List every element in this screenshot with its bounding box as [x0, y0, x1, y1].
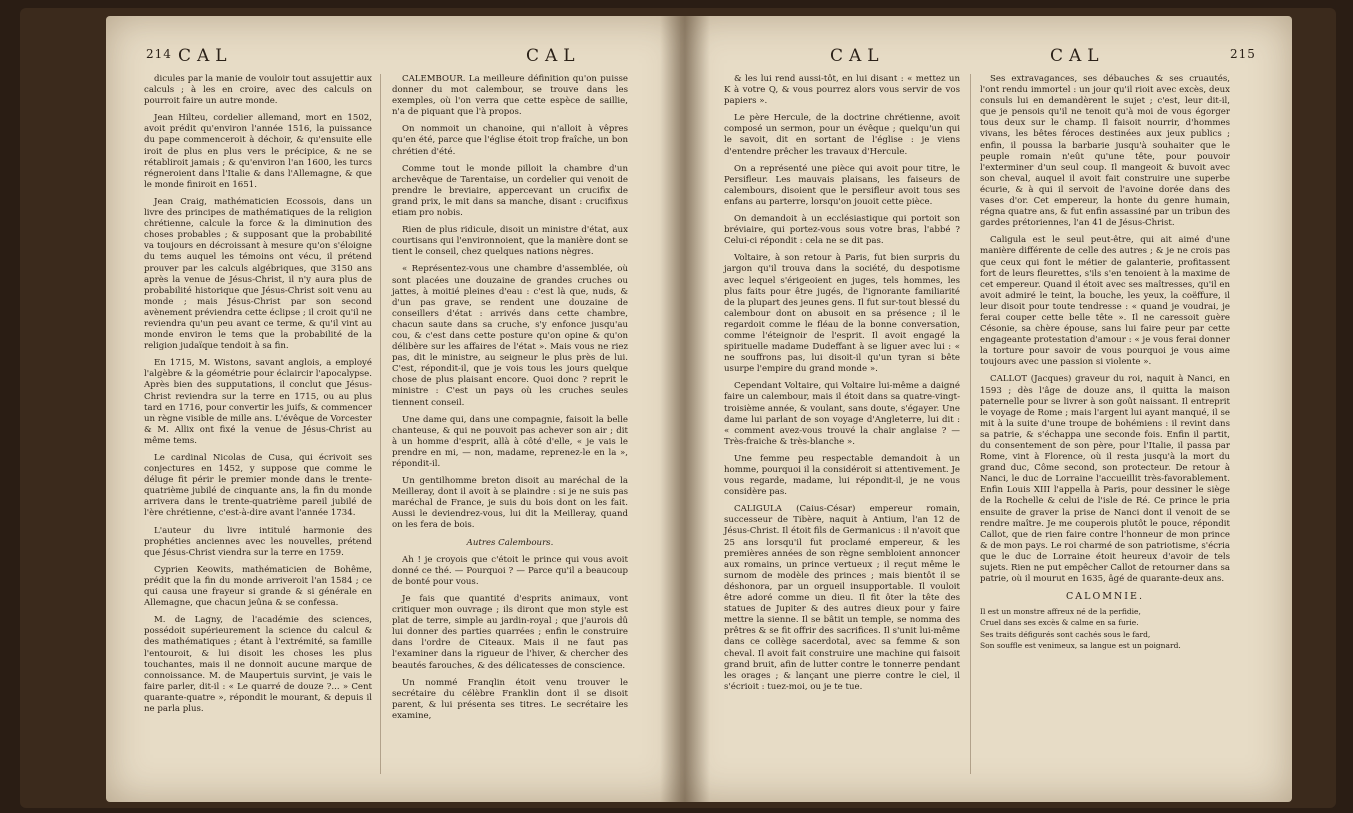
paragraph: CALIGULA (Caius-César) empereur romain, successeur de Tibère, naquit à Antium, l'an 12 de Jésus-Christ. Il étoit fils de Germanicus : il n'avoit que 25 ans lorsqu'il fut proclamé empereur, & les premières années de son règne sembloient annoncer aux romains, un prince vertueux ; il reçut même le surnom de modèle des princes ; mais bientôt il se déshonora, par un orgueil insupportable. Il vouloit être adoré comme un dieu. Il fit ôter la tête des statues de Jupiter & des autres dieux pour y faire mettre la sienne. Il se bâtit un temple, se nomma des prêtres & se fit offrir des sacrifices. Il s'unit lui-même dans ce collège sacerdotal, avec sa femme & son cheval. Il avoit fait construire une machine qui faisoit grand bruit, afin de lutter contre le tonnerre pendant les orages ; & lançant une pierre contre le ciel, il s'écrioit : tuez-moi, ou je te tue.: [724, 504, 960, 692]
paragraph: En 1715, M. Wistons, savant anglois, a employé l'algèbre & la géométrie pour éclaircir l'apocalypse. Après bien des supputations, il conclut que Jésus-Christ reviendra sur la terre en 1715, ou au plus tard en 1716, pour convertir les juifs, & commencer un règne visible de mille ans. L'évêque de Vorcester & M. Allix ont fixé la venue de Jésus-Christ au même tems.: [144, 358, 372, 446]
running-head: CAL: [1050, 46, 1105, 66]
right-running-head-inner: [830, 46, 885, 66]
paragraph: CALOMNIE.: [1066, 591, 1144, 603]
paragraph: On nommoit un chanoine, qui n'alloit à vêpres qu'en été, parce que l'église étoit trop fraîche, un bon chrétien d'été.: [392, 124, 628, 157]
paragraph: CALEMBOUR. La meilleure définition qu'on puisse donner du mot calembour, se trouve dans les exemples, où l'on verra que cette espèce de saillie, n'a de piquant que l'à propos.: [392, 74, 628, 118]
right-column-2: [980, 74, 1230, 651]
verse-line: Son souffle est venimeux, sa langue est un poignard.: [980, 640, 1181, 650]
paragraph: Voltaire, à son retour à Paris, fut bien surpris du jargon qu'il trouva dans la société, du despotisme avec lequel s'érigeoient en juges, tels hommes, les plus faits pour être jugés, de l'ignorante familiarité de la plupart des jeunes gens. Il fut sur-tout blessé du calembour dont on abusoit en sa présence ; il le regardoit comme le fléau de la bonne conversation, comme l'éteignoir de l'esprit. Il avoit engagé la spirituelle madame Dudeffant à se liguer avec lui : « ne souffrons pas, lui disoit-il qu'un tyran si bête usurpe l'empire du grand monde ».: [724, 253, 960, 375]
paragraph: Jean Craig, mathématicien Ecossois, dans un livre des principes de mathématiques de la religion chrétienne, calcule la force & la diminution des choses probables ; & supposant que la probabilité va toujours en décroissant à mesure qu'on s'éloigne du tems auquel les témoins ont vécu, il prétend prouver par les calculs algébriques, que 3150 ans après la venue de Jésus-Christ, il n'y aura plus de probabilité historique que Jésus-Christ soit venu au monde ; mais Jésus-Christ par son second avènement préviendra cette éclipse ; il croit qu'il ne reviendra qu'un peu avant ce terme, & qu'il vint au monde environ le tems que la probabilité de la religion judaïque tendoit à sa fin.: [144, 196, 372, 352]
column-divider: [380, 74, 381, 774]
paragraph: dicules par la manie de vouloir tout assujettir aux calculs ; à les en croire, avec des calculs on pourroit faire un autre monde.: [144, 74, 372, 107]
left-running-head-inner: [526, 46, 581, 66]
column-divider: [970, 74, 971, 774]
paragraph: Ses extravagances, ses débauches & ses cruautés, l'ont rendu immortel : un jour qu'il rioit avec excès, deux consuls lui en demandèrent le sujet ; c'est, leur dit-il, que je pensois qu'il ne tenoit qu'à moi de vous égorger tous deux sur le champ. Il faisoit nourrir, d'hommes vivans, les bêtes féroces destinées aux jeux publics ; enfin, il poussa la barbarie jusqu'à souhaiter que le peuple romain n'eût qu'une tête, pour pouvoir l'exterminer d'un seul coup. Il mangeoit & buvoit avec son cheval, auquel il avoit fait construire une superbe écurie, & à qui il servoit de l'avoine dorée dans des vases d'or. Cet empereur, la honte du genre humain, régna quatre ans, & fut enfin assassiné par un tribun des gardes prétoriennes, l'an 41 de Jésus-Christ.: [980, 74, 1230, 229]
paragraph: Jean Hilteu, cordelier allemand, mort en 1502, avoit prédit qu'environ l'année 1516, la puissance du pape commenceroit à déchoir, & qu'ensuite elle iroit de plus en plus vers le précipice, & ne se rétabliroit jamais ; & qu'environ l'an 1600, les turcs régneroient dans l'Italie & dans l'Allemagne, & que le monde finiroit en 1651.: [144, 113, 372, 190]
right-page: [680, 16, 1292, 802]
right-running-head-outer: [1050, 46, 1105, 66]
paragraph: & les lui rend aussi-tôt, en lui disant : « mettez un K à votre Q, & vous pourrez alors vous servir de vos papiers ».: [724, 74, 960, 107]
paragraph: CALLOT (Jacques) graveur du roi, naquit à Nanci, en 1593 ; dès l'âge de douze ans, il quitta la maison paternelle pour se livrer à son goût naissant. Il entreprit le voyage de Rome ; mais l'argent lui ayant manqué, il se mit à la suite d'une troupe de bohémiens : il revint dans sa patrie, & s'échappa une seconde fois. Enfin il partit, du consentement de son père, pour l'Italie, il passa par Rome, vint à Florence, où il resta jusqu'à la mort du grand duc, Côme second, son protecteur. De retour à Nanci, le duc de Lorraine l'accueillit très-favorablement. Enfin Louis XIII l'appella à Paris, pour dessiner le siège de la Rochelle & celui de l'isle de Ré. Ce prince le pria ensuite de graver la prise de Nanci dont il venoit de se rendre maître. Je me couperois plutôt le pouce, répondit Callot, que de rien faire contre l'honneur de mon prince & de mon pays. Le roi charmé de son patriotisme, s'écria que le duc de Lorraine étoit heureux d'avoir de tels sujets. Rien ne put empêcher Callot de retourner dans sa patrie, où il mourut en 1635, âgé de quarante-deux ans.: [980, 374, 1230, 585]
paragraph: Cependant Voltaire, qui Voltaire lui-même a daigné faire un calembour, mais il étoit dans sa quatre-vingt-troisième année, & voulant, sans doute, s'égayer. Une dame lui parlant de son voyage d'Angleterre, lui dit : « comment avez-vous trouvé la chair anglaise ? — Très-fraiche & très-blanche ».: [724, 381, 960, 447]
paragraph: Comme tout le monde pilloit la chambre d'un archevêque de Tarentaise, un cordelier qui venoit de prendre le breviaire, appercevant un crucifix de grand prix, le mit dans sa manche, disant : crucifixus etiam pro nobis.: [392, 163, 628, 219]
page-number: 214: [146, 47, 172, 61]
paragraph: M. de Lagny, de l'académie des sciences, possédoit supérieurement la science du calcul & des mathématiques ; étant à l'extrémité, sa famille l'entouroit, & lui disoit les choses les plus touchantes, mais il ne donnoit aucune marque de connoissance. M. de Maupertuis survint, je vais le faire parler, dit-il : « Le quarré de douze ?... » Cent quarante-quatre », répondit le mourant, & depuis il ne parla plus.: [144, 615, 372, 714]
paragraph: « Représentez-vous une chambre d'assemblée, où sont placées une douzaine de grandes cruches ou jattes, à moitié pleines d'eau : c'est là que, nuds, & d'un pas grave, se rendent une douzaine de conseillers d'état : arrivés dans cette chambre, chacun saute dans sa cruche, s'y enfonce jusqu'au cou, & c'est dans cette posture qu'on opine & qu'on délibère sur les affaires de l'état ». Mais vous ne riez pas, dit le ministre, au seigneur le plus près de lui. C'est, répondit-il, que je vois tous les jours quelque chose de plus plaisant encore. Quoi donc ? reprit le ministre : C'est un pays où les cruches seules tiennent conseil.: [392, 264, 628, 408]
right-column-1: [724, 74, 960, 699]
left-running-head-outer: [178, 46, 233, 66]
paragraph: Cyprien Keowits, mathématicien de Bohême, prédit que la fin du monde arriveroit l'an 1584 ; ce qui causa une frayeur si grande & si générale en Allemagne, que chacun jeûna & se confessa.: [144, 564, 372, 609]
left-page: [106, 16, 686, 802]
verse-line: Ses traits défigurés sont cachés sous le fard,: [980, 629, 1151, 639]
paragraph: Le père Hercule, de la doctrine chrétienne, avoit composé un sermon, pour un évêque ; quelqu'un qui le savoit, dit en sortant de l'église : je viens d'entendre prêcher les travaux d'Hercule.: [724, 113, 960, 157]
paragraph: Une dame qui, dans une compagnie, faisoit la belle chanteuse, & qui ne pouvoit pas achever son air ; dit à un homme d'esprit, allà à côté d'elle, « je vais le prendre en mi, — non, madame, reprenez-le en la », répondit-il.: [392, 414, 628, 469]
right-page-number: [1230, 46, 1256, 62]
paragraph: Un gentilhomme breton disoit au maréchal de la Meilleray, dont il avoit à se plaindre : si je ne suis pas maréchal de France, je suis du bois dont on les fait. Aussi le deviendrez-vous, lui dit la Meilleray, quand on les fera de bois.: [392, 476, 628, 531]
left-page-number: [146, 46, 172, 62]
book: [20, 8, 1336, 808]
paragraph: On demandoit à un ecclésiastique qui portoit son bréviaire, qui portez-vous sous votre bras, l'abbé ? Celui-ci répondit : cela ne se dit pas.: [724, 214, 960, 247]
paragraph: Ah ! je croyois que c'étoit le prince qui vous avoit donné ce thé. — Pourquoi ? — Parce qu'il a beaucoup de bonté pour vous.: [392, 554, 628, 587]
left-column-2: [392, 74, 628, 728]
left-column-1: [144, 74, 372, 721]
paragraph: Le cardinal Nicolas de Cusa, qui écrivoit ses conjectures en 1452, y suppose que comme le déluge fit périr le premier monde dans le trente-quatrième jubilé de cinquante ans, la fin du monde arrivera dans le trente-quatrième pareil jubilé de l'ère chrétienne, c'est-à-dire avant l'année 1734.: [144, 453, 372, 519]
paragraph: Autres Calembours.: [466, 537, 554, 548]
paragraph: L'auteur du livre intitulé harmonie des prophéties anciennes avec les nouvelles, prétend que Jésus-Christ viendra sur la terre en 1759.: [144, 525, 372, 558]
paragraph: Une femme peu respectable demandoit à un homme, pourquoi il la considéroit si attentivement. Je vous regarde, madame, lui répondit-il, je ne vous considère pas.: [724, 453, 960, 498]
paragraph: Caligula est le seul peut-être, qui ait aimé d'une manière différente de celle des autres ; & je ne crois pas que ceux qui font le métier de galanterie, profitassent fort de leurs fleurettes, s'ils s'en tenoient à la maxime de cet empereur. Quand il étoit avec ses maîtresses, qu'il en avoit admiré le teint, la bouche, les yeux, la coëffure, il leur disoit pour toute tendresse : « quand je voudrai, je ferai couper cette belle tête ». Il ne caressoit guère Césonie, sa chère épouse, sans lui faire peur par cette engageante protestation d'amour : « je vous ferai donner la torture pour savoir de vous pourquoi je vous aime toujours avec une passion si violente ».: [980, 235, 1230, 368]
verse-line: Il est un monstre affreux né de la perfidie,: [980, 607, 1141, 617]
running-head: CAL: [526, 46, 581, 66]
running-head: CAL: [178, 46, 233, 66]
paragraph: Rien de plus ridicule, disoit un ministre d'état, aux courtisans qui l'environnoient, que la manière dont se tient le conseil, chez quelques nations nègres.: [392, 225, 628, 258]
verse-line: Cruel dans ses excès & calme en sa furie.: [980, 618, 1139, 628]
paragraph: Un nommé Franqlin étoit venu trouver le secrétaire du célèbre Franklin dont il se disoit parent, & lui présenta ses titres. Le secrétaire les examine,: [392, 677, 628, 721]
running-head: CAL: [830, 46, 885, 66]
paragraph: Je fais que quantité d'esprits animaux, vont critiquer mon ouvrage ; ils diront que mon style est plat de terre, simple au jardin-royal ; que j'aurois dû lui donner des parties quarrées ; enfin le construire dans l'ordre de Citeaux. Mais il ne faut pas l'examiner dans la rigueur de l'hiver, & chercher des beautés farouches, & des délicatesses de conscience.: [392, 593, 628, 671]
page-number: 215: [1230, 47, 1256, 61]
paragraph: On a représenté une pièce qui avoit pour titre, le Persifleur. Les mauvais plaisans, les faiseurs de calembours, disoient que le persifleur avoit tous ses enfans au parterre, lorsqu'on jouoit cette pièce.: [724, 163, 960, 207]
